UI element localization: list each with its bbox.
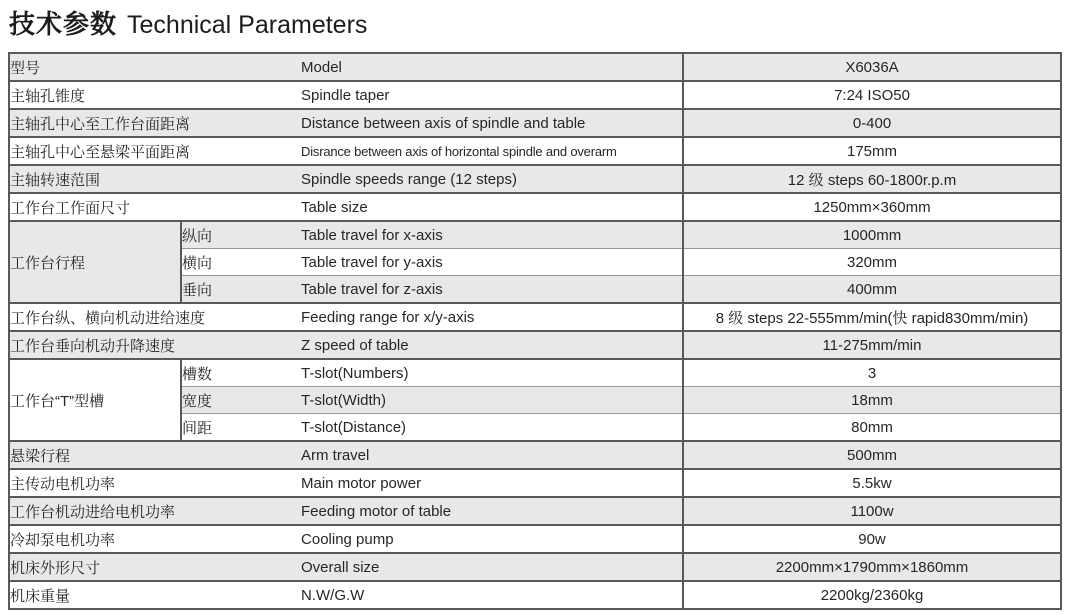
value-cell: 12 级 steps 60-1800r.p.m [683,165,1061,193]
value-cell: 3 [683,359,1061,387]
table-row-z-speed [9,331,1061,359]
value-cell: 1100w [683,497,1061,525]
technical-parameters-table [8,52,1062,610]
label-cn: 主轴转速范围 [9,165,301,193]
label-cn: 工作台工作面尺寸 [9,193,301,221]
label-en: T-slot(Numbers) [301,359,683,387]
label-en: Model [301,53,683,81]
value-cell: 1250mm×360mm [683,193,1061,221]
page-title-en: Technical Parameters [127,11,368,39]
value-cell: 400mm [683,276,1061,304]
table-row-main-motor [9,469,1061,497]
table-row-tslot-numbers [9,359,1061,387]
value-cell: 11-275mm/min [683,331,1061,359]
table-row-cooling-pump [9,525,1061,553]
value-cell: 80mm [683,414,1061,442]
value-cell: 90w [683,525,1061,553]
table-row-weight [9,581,1061,609]
label-cn: 悬梁行程 [9,441,301,469]
value-cell: 2200kg/2360kg [683,581,1061,609]
label-cn: 机床外形尺寸 [9,553,301,581]
table-row-arm-travel [9,441,1061,469]
value-cell: 5.5kw [683,469,1061,497]
table-row-model [9,53,1061,81]
label-cn: 主轴孔中心至工作台面距离 [9,109,301,137]
page-title-cn: 技术参数 [9,9,118,39]
value-cell: 18mm [683,387,1061,414]
table-row-feeding-motor [9,497,1061,525]
label-cn: 型号 [9,53,301,81]
table-row-spindle-taper [9,81,1061,109]
sub-label-cn: 横向 [181,249,301,276]
label-en: Distance between axis of spindle and table [301,109,683,137]
group-label-t-slot: 工作台“T”型槽 [9,359,181,441]
label-en: Feeding motor of table [301,497,683,525]
value-cell: 500mm [683,441,1061,469]
value-cell: 320mm [683,249,1061,276]
label-en: Overall size [301,553,683,581]
value-cell: X6036A [683,53,1061,81]
label-en: T-slot(Distance) [301,414,683,442]
value-cell: 0-400 [683,109,1061,137]
label-cn: 冷却泵电机功率 [9,525,301,553]
label-en: Feeding range for x/y-axis [301,303,683,331]
label-cn: 工作台纵、横向机动进给速度 [9,303,301,331]
label-en: Spindle taper [301,81,683,109]
label-en: Table size [301,193,683,221]
label-en: T-slot(Width) [301,387,683,414]
table-row-feeding-range [9,303,1061,331]
table-row-spindle-overarm-distance [9,137,1061,165]
label-cn: 主传动电机功率 [9,469,301,497]
value-cell: 7:24 ISO50 [683,81,1061,109]
table-row-spindle-table-distance [9,109,1061,137]
label-cn: 工作台垂向机动升降速度 [9,331,301,359]
label-en: Spindle speeds range (12 steps) [301,165,683,193]
sub-label-cn: 槽数 [181,359,301,387]
label-en: Disrance between axis of horizontal spindle and overarm [301,137,683,165]
sub-label-cn: 垂向 [181,276,301,304]
page-title [9,4,367,41]
label-en: Table travel for x-axis [301,221,683,249]
sub-label-cn: 间距 [181,414,301,442]
label-en: Cooling pump [301,525,683,553]
label-en: Z speed of table [301,331,683,359]
label-en: N.W/G.W [301,581,683,609]
table-row-travel-x [9,221,1061,249]
sub-label-cn: 纵向 [181,221,301,249]
sub-label-cn: 宽度 [181,387,301,414]
label-cn: 主轴孔中心至悬梁平面距离 [9,137,301,165]
label-cn: 主轴孔锥度 [9,81,301,109]
label-en: Main motor power [301,469,683,497]
value-cell: 8 级 steps 22-555mm/min(快 rapid830mm/min) [683,303,1061,331]
value-cell: 175mm [683,137,1061,165]
group-label-table-travel: 工作台行程 [9,221,181,303]
label-en: Arm travel [301,441,683,469]
label-en: Table travel for z-axis [301,276,683,304]
label-cn: 工作台机动进给电机功率 [9,497,301,525]
value-cell: 2200mm×1790mm×1860mm [683,553,1061,581]
table-row-spindle-speeds [9,165,1061,193]
value-cell: 1000mm [683,221,1061,249]
table-row-table-size [9,193,1061,221]
table-row-overall-size [9,553,1061,581]
label-cn: 机床重量 [9,581,301,609]
label-en: Table travel for y-axis [301,249,683,276]
